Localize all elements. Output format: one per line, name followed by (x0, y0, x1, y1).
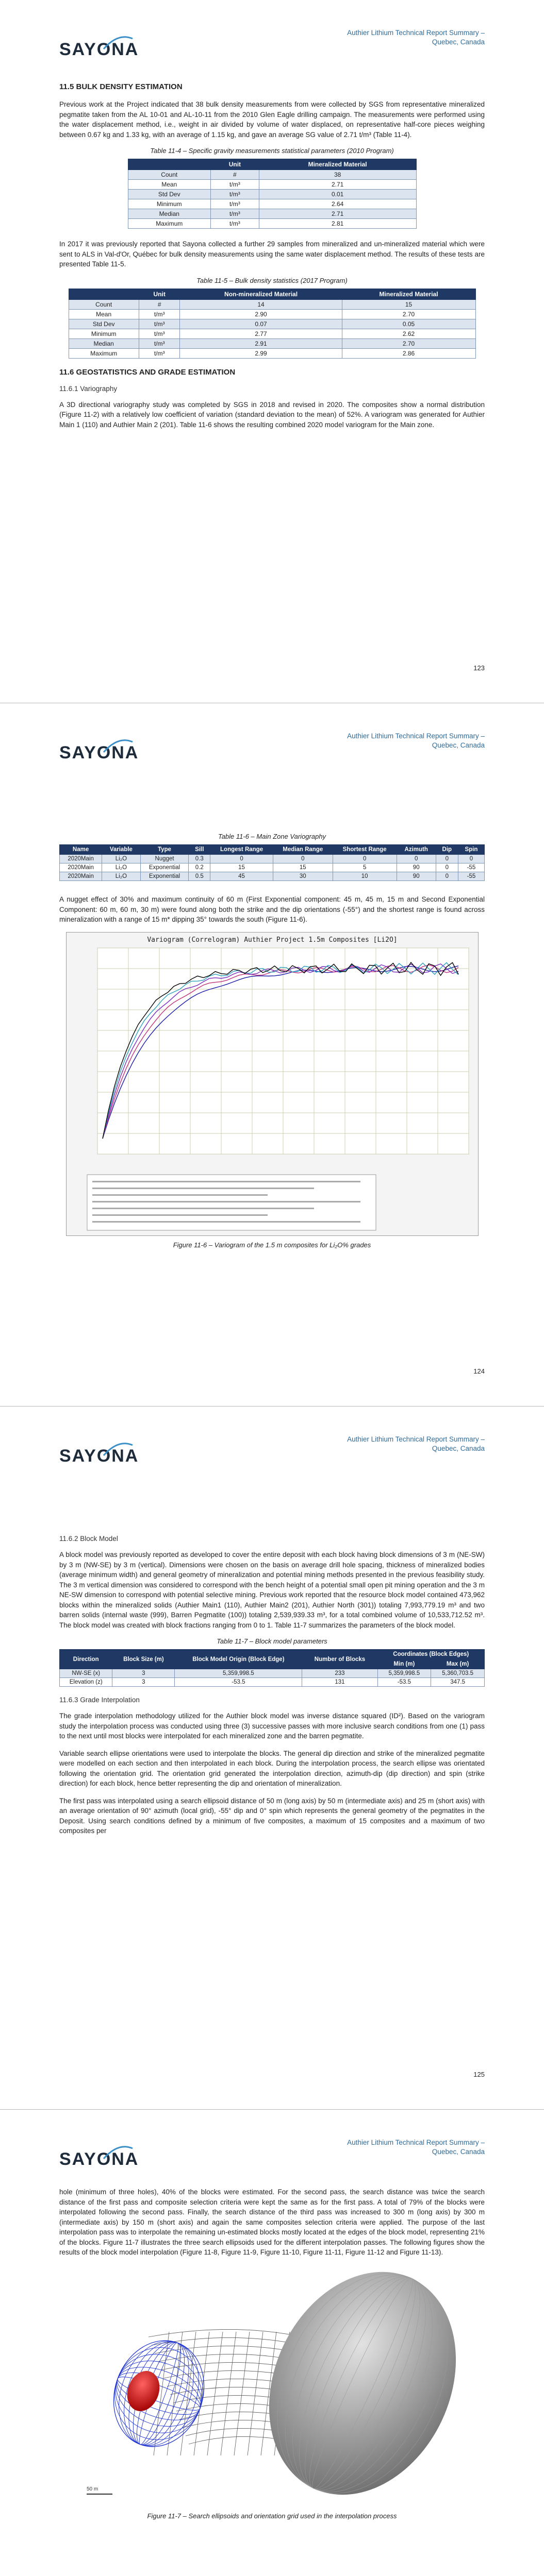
table-header: Name (60, 845, 102, 855)
table-cell: Exponential (140, 863, 189, 872)
page-125 (0, 1406, 544, 2110)
table-row (69, 329, 475, 338)
table-cell: 0.5 (189, 872, 210, 881)
table-cell: 2.64 (259, 199, 416, 209)
sayona-logo: SAYONA (59, 2149, 139, 2169)
page-header (59, 28, 485, 70)
table-cell: Maximum (69, 348, 139, 358)
table-subheader: Max (m) (431, 1659, 485, 1669)
paragraph: A 3D directional variography study was completed by SGS in 2018 and revised in 2020. The composites show a normal distribution (Figure 11-2) with a relatively low coefficient of variation (standard deviation to the mean) of 52%. A variogram was generated for Authier Main 1 (110) and Authier Main 2 (201). Table 11-6 shows the resulting combined 2020 model variogram for the Main zone. (59, 400, 485, 429)
table-cell: Count (69, 299, 139, 309)
logo-swoosh-icon (103, 36, 134, 51)
table-cell: 2020Main (60, 863, 102, 872)
params-text-line (92, 1188, 314, 1189)
table-cell: 0 (273, 855, 333, 863)
table-cell: 0 (436, 872, 458, 881)
table-row (60, 855, 485, 863)
paragraph: The first pass was interpolated using a search ellipsoid distance of 50 m (long axis) by 50 m (intermediate axis) and 25 m (short axis) with an average orientation of 90° azimuth (local grid), -55° dip and 0° spin which represents the general geometry of the pegmatites in the Deposit. Using search conditions defined by a minimum of five composites, a maximum of 15 composites and a maximum of two composites per (59, 1797, 485, 1835)
params-text-line (92, 1201, 360, 1202)
table-cell: Mean (128, 180, 210, 190)
orientation-grid-line (234, 2332, 250, 2455)
table-header: Mineralized Material (342, 289, 475, 299)
table-cell: Mean (69, 309, 139, 319)
section-title: 11.5 BULK DENSITY ESTIMATION (59, 82, 183, 91)
variogram-figure (66, 932, 479, 1236)
variogram-chart (67, 933, 478, 1235)
table-cell: t/m³ (139, 338, 180, 348)
params-text-line (92, 1221, 360, 1223)
page-number: 123 (473, 664, 485, 672)
table-11-6 (59, 844, 485, 881)
table-caption: Table 11-7 – Block model parameters (217, 1637, 327, 1645)
scale-label: 50 m (86, 2486, 98, 2492)
table-cell: 2.77 (180, 329, 342, 338)
table-cell: Std Dev (128, 190, 210, 199)
table-header: Unit (210, 159, 259, 170)
params-text-line (92, 1194, 268, 1196)
params-text-line (92, 1208, 314, 1209)
table-cell: 2.86 (342, 348, 475, 358)
table-cell: 38 (259, 170, 416, 180)
table-cell: 0 (458, 855, 484, 863)
table-header (69, 289, 139, 299)
table-cell: t/m³ (210, 199, 259, 209)
table-cell: -53.5 (175, 1678, 302, 1687)
paragraph: hole (minimum of three holes), 40% of the blocks were estimated. For the second pass, the search distance was twice the search distance of the first pass and composite selection criteria were kept the same as for the first pass. A total of 79% of the blocks were interpolated following the second pass. Finally, the search distance of the third pass was increased to 300 m (long axis) by 300 m (intermediate axis) by 150 m (short axis) and again the same composites selection criteria were applied. The purpose of the last interpolation pass was to interpolate the remaining un-estimated blocks mostly located at the edges of the block model, representing 21% of the blocks. Figure 11-7 illustrates the three search ellipsoids used for the different interpolation passes. The following figures show the results of the block model interpolation (Figure 11-8, Figure 11-9, Figure 11-10, Figure 11-11, Figure 11-12 and Figure 11-13). (59, 2188, 485, 2256)
table-cell: t/m³ (210, 219, 259, 229)
table-cell: 2020Main (60, 855, 102, 863)
table-header: Variable (102, 845, 140, 855)
table-header: Spin (458, 845, 484, 855)
page-content (59, 829, 485, 1253)
table-cell: Nugget (140, 855, 189, 863)
table-header: Block Model Origin (Block Edge) (175, 1650, 302, 1669)
page-number: 125 (473, 2071, 485, 2078)
subsection-title: 11.6.1 Variography (59, 384, 118, 393)
logo-swoosh-icon (103, 2145, 134, 2161)
paragraph: A block model was previously reported as developed to cover the entire deposit with each block having block dimensions of 3 m (NE-SW) by 3 m (NW-SE) by 3 m (vertical). Dimensions were chosen on the basis on average drill hole spacing, thickness of mineralized bodies (average minimum width) and general geometry of mineralization and potential mining methods presented in the previous feasibility study. The 3 m vertical dimension was considered to correspond with the bench height of a potential small open pit mining operation and the 3 m NE-SW dimension to correspond with potential selective mining. Previous work reported that the resource block model contained 473,962 blocks within the mineralized solids (Authier Main1 (110), Authier Main2 (201), Authier North (301)) totaling 7,993,779.19 m³ and two barren solids (internal waste (999), Barren Pegmatite (100)) totaling 2,539,939.33 m³, for a total combined volume of 10,533,712.52 m³. The block model was created with block fractions ranging from 0 to 1. Table 11-7 summarizes the parameters of the block model. (59, 1551, 485, 1629)
table-cell: 90 (397, 863, 436, 872)
table-cell: t/m³ (139, 309, 180, 319)
table-cell: 2.91 (180, 338, 342, 348)
table-cell: -55 (458, 872, 484, 881)
figure-caption: Figure 11-7 – Search ellipsoids and orientation grid used in the interpolation process (147, 2512, 397, 2520)
table-cell: 233 (302, 1669, 377, 1678)
table-header: Longest Range (210, 845, 273, 855)
table-caption: Table 11-6 – Main Zone Variography (218, 833, 326, 840)
page-number: 124 (473, 1367, 485, 1375)
page-header (59, 732, 485, 773)
table-cell: 10 (333, 872, 397, 881)
table-cell: 2.99 (180, 348, 342, 358)
table-11-4 (128, 159, 417, 229)
table-header: Sill (189, 845, 210, 855)
table-row (60, 872, 485, 881)
table-cell: 0.05 (342, 319, 475, 329)
table-cell: 2.70 (342, 338, 475, 348)
table-cell: t/m³ (210, 180, 259, 190)
table-caption: Table 11-5 – Bulk density statistics (2017 Program) (196, 276, 348, 284)
sayona-logo: SAYONA (59, 1446, 139, 1466)
paragraph: Previous work at the Project indicated that 38 bulk density measurements from were collected by SGS from representative mineralized pegmatite taken from the AL 10-01 and AL-10-11 from the 2010 Glen Eagle drilling campaign. The measurements were performed using the water displacement method, i.e., weight in air divided by volume of water displaced, on representative half-core pieces weighing between 0.67 kg and 1.33 kg, with an average of 1.15 kg, and gave an average SG value of 2.71 t/m³ (Table 11-4). (59, 100, 485, 139)
search-ellipsoids-illustration (66, 2265, 479, 2507)
table-row (128, 190, 416, 199)
table-header: Unit (139, 289, 180, 299)
table-cell: Std Dev (69, 319, 139, 329)
header-title: Authier Lithium Technical Report Summary – Quebec, Canada (347, 732, 485, 749)
table-cell: Median (128, 209, 210, 219)
table-cell: 0 (436, 863, 458, 872)
page-126 (0, 2110, 544, 2576)
table-cell: 90 (397, 872, 436, 881)
paragraph: Variable search ellipse orientations were used to interpolate the blocks. The general dip direction and strike of the mineralized pegmatite were modelled on each section and then interpolated in each block. During the interpolation process, the search ellipse was orientated following the orientation grid. The orientation grid generated the interpolation direction, azimuth-dip (dip direction) and spin (strike direction) for each block, hence better representing the dip and orientation of mineralization. (59, 1749, 485, 1787)
table-cell: Minimum (69, 329, 139, 338)
table-cell: # (139, 299, 180, 309)
table-cell: 0.07 (180, 319, 342, 329)
page-content (59, 2187, 485, 2524)
table-header (128, 159, 210, 170)
table-header: Azimuth (397, 845, 436, 855)
table-cell: 0.3 (189, 855, 210, 863)
mesh-line (105, 2330, 212, 2457)
params-text-line (92, 1181, 360, 1182)
section-title: 11.6 GEOSTATISTICS AND GRADE ESTIMATION (59, 367, 236, 377)
table-cell: 5,360,703.5 (431, 1669, 485, 1678)
table-cell: 2.90 (180, 309, 342, 319)
table-cell: 3 (112, 1669, 175, 1678)
table-header: Coordinates (Block Edges) (377, 1650, 485, 1659)
table-cell: Maximum (128, 219, 210, 229)
table-cell: t/m³ (139, 348, 180, 358)
subsection-title: 11.6.2 Block Model (59, 1535, 118, 1543)
table-cell: 0.2 (189, 863, 210, 872)
table-cell: Median (69, 338, 139, 348)
ellipsoid-figure (66, 2265, 479, 2507)
table-cell: 2.70 (342, 309, 475, 319)
orientation-grid-line (207, 2332, 223, 2455)
table-row (128, 209, 416, 219)
table-row (128, 180, 416, 190)
table-header: Type (140, 845, 189, 855)
table-row (69, 309, 475, 319)
table-cell: Exponential (140, 872, 189, 881)
table-cell: t/m³ (139, 319, 180, 329)
table-header: Number of Blocks (302, 1650, 377, 1669)
table-cell: 2.71 (259, 209, 416, 219)
sayona-logo: SAYONA (59, 743, 139, 762)
table-row (128, 199, 416, 209)
header-title: Authier Lithium Technical Report Summary – Quebec, Canada (347, 1435, 485, 1452)
table-row (69, 299, 475, 309)
logo-swoosh-icon (103, 739, 134, 754)
table-cell: 0.01 (259, 190, 416, 199)
table-11-7 (59, 1649, 485, 1687)
table-cell: 347.5 (431, 1678, 485, 1687)
table-row (128, 170, 416, 180)
table-cell: 131 (302, 1678, 377, 1687)
header-title: Authier Lithium Technical Report Summary – Quebec, Canada (347, 29, 485, 46)
page-124 (0, 703, 544, 1406)
table-row (60, 863, 485, 872)
table-header: Non-mineralized Material (180, 289, 342, 299)
table-header: Mineralized Material (259, 159, 416, 170)
orientation-grid-line (167, 2332, 183, 2455)
table-row (60, 1669, 485, 1678)
table-cell: 2.81 (259, 219, 416, 229)
table-header: Median Range (273, 845, 333, 855)
paragraph: A nugget effect of 30% and maximum continuity of 60 m (First Exponential component: 45 m, 45 m, 15 m and Second Exponential Component: 60 m, 60 m, 30 m) were found along both the strike and the dip orientations (-55°) and the shortest range is found across mineralization with a range of 15 m* dipping 35° towards the south (Figure 11-6). (59, 895, 485, 923)
table-cell: Li₂O (102, 863, 140, 872)
page-123 (0, 0, 544, 703)
table-subheader: Min (m) (377, 1659, 431, 1669)
table-cell: t/m³ (210, 209, 259, 219)
table-header: Block Size (m) (112, 1650, 175, 1669)
table-header: Shortest Range (333, 845, 397, 855)
page-header (59, 1435, 485, 1476)
variogram-title: Variogram (Correlogram) Authier Project 1.5m Composites [Li2O] (146, 936, 398, 944)
table-cell: Li₂O (102, 855, 140, 863)
table-cell: -55 (458, 863, 484, 872)
params-text-line (92, 1214, 268, 1216)
table-cell: Elevation (z) (60, 1678, 112, 1687)
page-content (59, 1528, 485, 1843)
first-pass-ellipsoid (122, 2366, 165, 2416)
table-cell: 15 (342, 299, 475, 309)
table-row (128, 219, 416, 229)
mesh-line (104, 2342, 213, 2445)
table-cell: # (210, 170, 259, 180)
paragraph: In 2017 it was previously reported that Sayona collected a further 29 samples from mineralized and un-mineralized material which were sent to ALS in Val-d'Or, Québec for bulk density measurements using the same water displacement method. The results of these tests are presented Table 11-5. (59, 240, 485, 268)
table-caption: Table 11-4 – Specific gravity measurements statistical parameters (2010 Program) (150, 147, 394, 155)
table-cell: NW-SE (x) (60, 1669, 112, 1678)
table-cell: 5 (333, 863, 397, 872)
table-cell: 2020Main (60, 872, 102, 881)
mesh-line (111, 2332, 207, 2455)
paragraph: The grade interpolation methodology utilized for the Authier block model was inverse distance squared (ID²). Based on the variogram study the interpolation process was conducted using three (3) successive passes with more inclusive search conditions from one (1) pass to the next until most blocks were interpolated for each mineralized zone and the barren pegmatite. (59, 1712, 485, 1740)
table-row (69, 319, 475, 329)
orientation-grid-line (194, 2332, 209, 2455)
table-row (69, 338, 475, 348)
table-header: Direction (60, 1650, 112, 1669)
table-cell: Count (128, 170, 210, 180)
table-cell: 0 (210, 855, 273, 863)
subsection-title: 11.6.3 Grade Interpolation (59, 1696, 140, 1704)
table-cell: 5,359,998.5 (175, 1669, 302, 1678)
table-11-5 (69, 289, 476, 359)
table-cell: 2.62 (342, 329, 475, 338)
table-cell: 0 (333, 855, 397, 863)
table-cell: 45 (210, 872, 273, 881)
header-title: Authier Lithium Technical Report Summary – Quebec, Canada (347, 2139, 485, 2156)
figure-caption: Figure 11-6 – Variogram of the 1.5 m composites for Li₂O% grades (173, 1241, 371, 1249)
table-cell: 15 (273, 863, 333, 872)
table-cell: t/m³ (139, 329, 180, 338)
table-cell: 2.71 (259, 180, 416, 190)
third-pass-ellipsoid (234, 2265, 478, 2507)
sayona-logo: SAYONA (59, 40, 139, 59)
table-cell: Minimum (128, 199, 210, 209)
table-cell: 30 (273, 872, 333, 881)
page-header (59, 2138, 485, 2179)
table-row (60, 1678, 485, 1687)
table-cell: t/m³ (210, 190, 259, 199)
table-cell: 3 (112, 1678, 175, 1687)
table-cell: Li₂O (102, 872, 140, 881)
table-cell: 15 (210, 863, 273, 872)
page-content (59, 77, 485, 437)
table-cell: 5,359,998.5 (377, 1669, 431, 1678)
table-row (69, 348, 475, 358)
table-cell: -53.5 (377, 1678, 431, 1687)
table-cell: 0 (436, 855, 458, 863)
table-header: Dip (436, 845, 458, 855)
table-cell: 0 (397, 855, 436, 863)
table-cell: 14 (180, 299, 342, 309)
logo-swoosh-icon (103, 1442, 134, 1458)
